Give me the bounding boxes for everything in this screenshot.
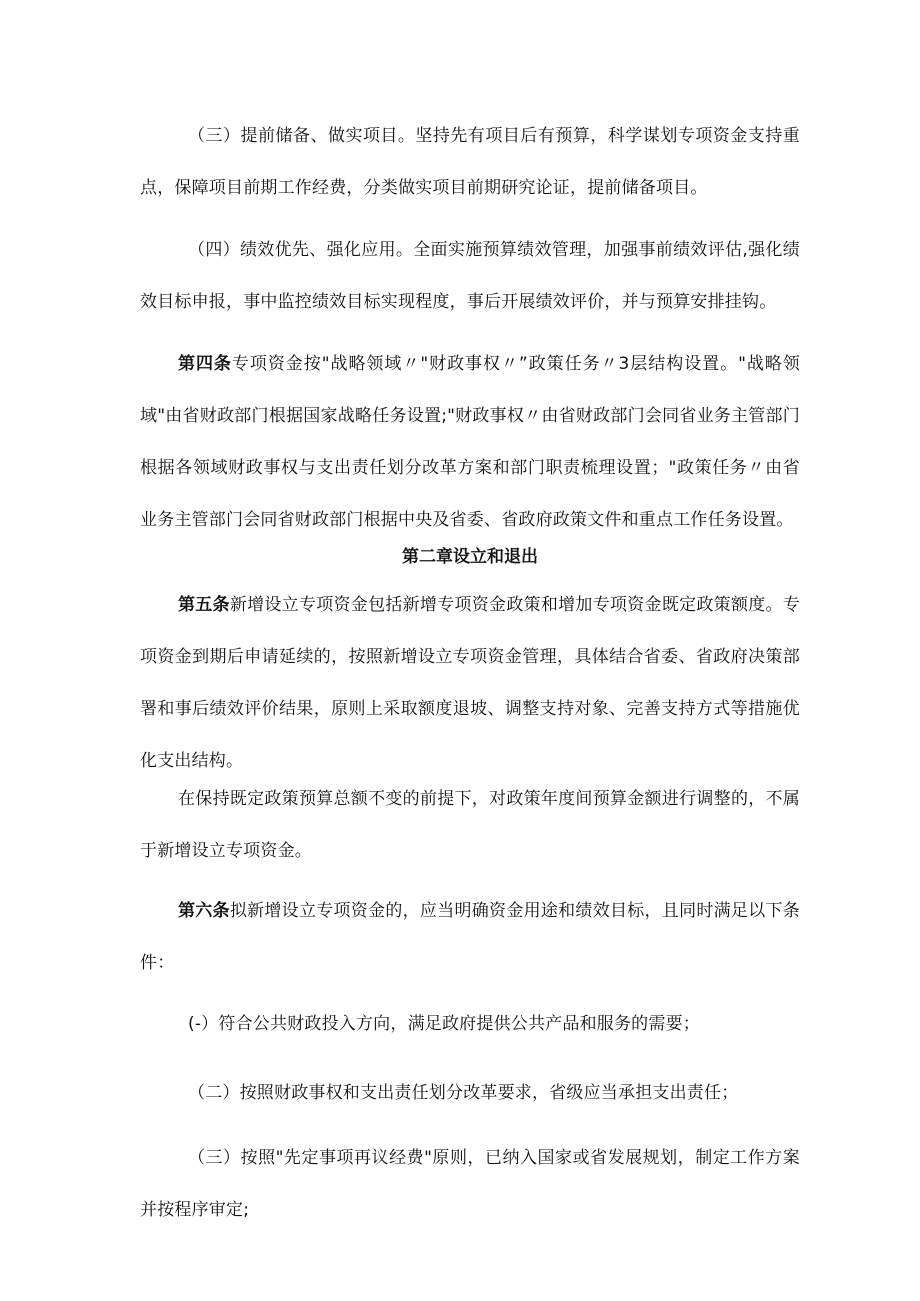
article-6-text: 拟新增设立专项资金的，应当明确资金用途和绩效目标，且同时满足以下条件： — [140, 901, 800, 973]
article-4 — [140, 338, 800, 546]
paragraph-item-3: （三）提前储备、做实项目。坚持先有项目后有预算，科学谋划专项资金支持重点，保障项目前期工作经费，分类做实项目前期研究论证，提前储备项目。 — [140, 126, 800, 198]
article-5 — [140, 579, 800, 787]
article-4-text: 专项资金按"战略领域〃"财政事权〃”政策任务〃3层结构设置。"战略领域"由省财政部门根据国家战略任务设置;"财政事权〃由省财政部门会同省业务主管部门根据各领域财政事权与支出责任划分改革方案和部门职责梳理设置；"政策任务〃由省业务主管部门会同省财政部门根据中央及省委、省政府政策文件和重点工作任务设置。 — [140, 354, 800, 530]
article-6 — [140, 885, 800, 989]
paragraph-item-4: （四）绩效优先、强化应用。全面实施预算绩效管理，加强事前绩效评估,强化绩效目标申报，事中监控绩效目标实现程度，事后开展绩效评价，并与预算安排挂钩。 — [140, 240, 800, 312]
article-5-label: 第五条 — [178, 595, 230, 615]
article-5-text: 新增设立专项资金包括新增专项资金政策和增加专项资金既定政策额度。专项资金到期后申请延续的，按照新增设立专项资金管理，具体结合省委、省政府决策部署和事后绩效评价结果，原则上采取额度退坡、调整支持对象、完善支持方式等措施优化支出结构。 — [140, 595, 800, 771]
article-5-note: 在保持既定政策预算总额不变的前提下，对政策年度间预算金额进行调整的，不属于新增设立专项资金。 — [140, 789, 800, 861]
chapter-2-title: 第二章设立和退出 — [402, 547, 538, 567]
condition-3: （三）按照"先定事项再议经费"原则，已纳入国家或省发展规划，制定工作方案并按程序审定; — [140, 1148, 800, 1220]
article-6-label: 第六条 — [178, 901, 230, 921]
condition-2: （二）按照财政事权和支出责任划分改革要求，省级应当承担支出责任； — [188, 1083, 739, 1103]
article-4-label: 第四条 — [178, 354, 232, 374]
condition-1: (-）符合公共财政投入方向，满足政府提供公共产品和服务的需要； — [188, 1014, 700, 1034]
